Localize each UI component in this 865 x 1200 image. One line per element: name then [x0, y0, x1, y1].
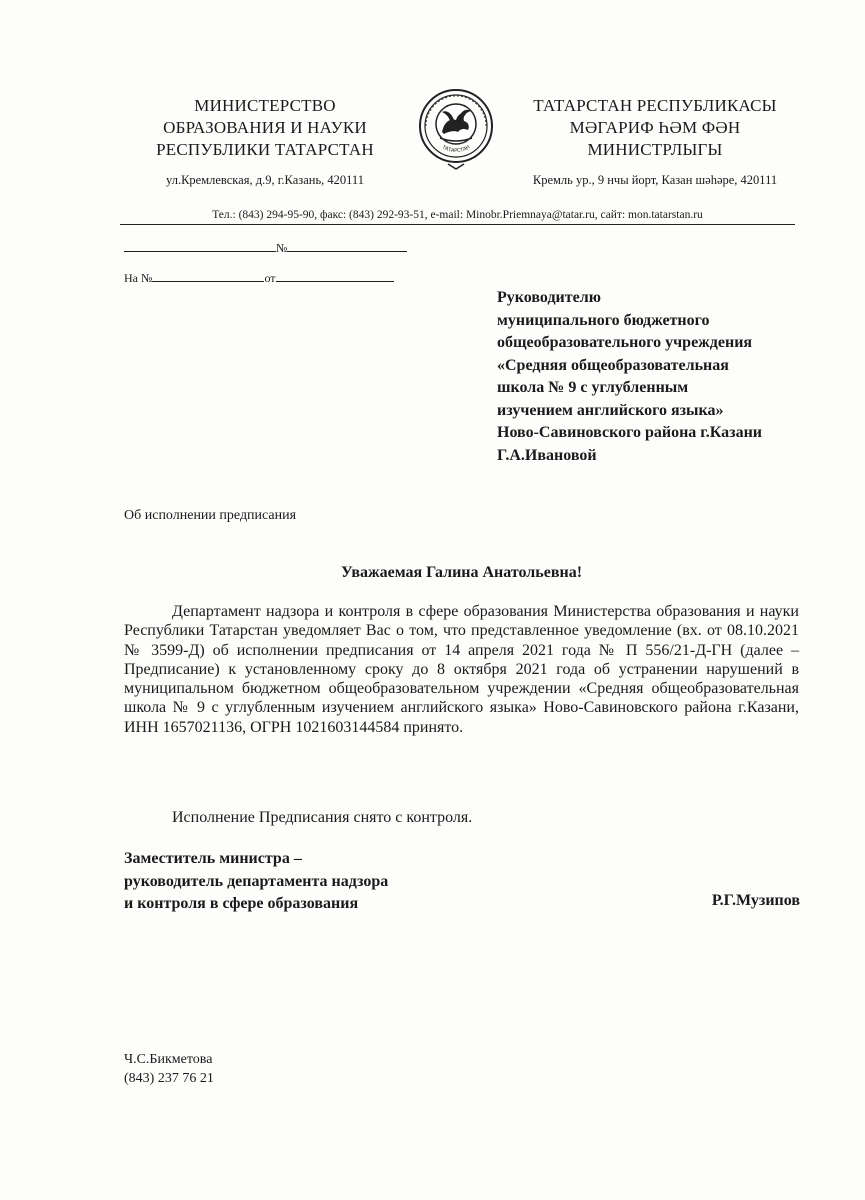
- emblem-text: ТАТАРСТАН: [440, 144, 472, 155]
- signatory-title-line: руководитель департамента надзора: [124, 872, 389, 890]
- recipient-line: школа № 9 с углубленным: [497, 379, 689, 396]
- signatory-title-line: Заместитель министра –: [124, 850, 302, 867]
- ministry-name-line: ТАТАРСТАН РЕСПУБЛИКАСЫ: [533, 96, 777, 115]
- body-paragraph: Департамент надзора и контроля в сфере образования Министерства образования и науки Республики Татарстан уведомляет Вас о том, что представленное уведомление (вх. от 08.10.2021 № 3599-Д) об исполнении предписания от 14 апреля 2021 года № П 556/21-Д-ГН (далее – Предписание) к установленному сроку до 8 октября 2021 года об устранении нарушений в муниципальном бюджетном общеобразовательном учреждении «Средняя общеобразовательная школа № 9 с углубленным изучением английского языка» Ново-Савиновского района г.Казани, ИНН 1657021136, ОГРН 1021603144584 принято.: [124, 603, 799, 736]
- ministry-name-line: ОБРАЗОВАНИЯ И НАУКИ: [163, 118, 367, 137]
- greeting: Уважаемая Галина Анатольевна!: [340, 564, 583, 581]
- address-tatar: Кремль ур., 9 нчы йорт, Казан шәһәре, 420111: [532, 173, 778, 187]
- recipient-block: [497, 287, 837, 467]
- body-paragraph: Исполнение Предписания снято с контроля.: [172, 809, 473, 826]
- recipient-line: муниципального бюджетного: [497, 311, 710, 329]
- executor-name: Ч.С.Бикметова: [124, 1052, 213, 1067]
- signatory-title-line: и контроля в сфере образования: [124, 895, 359, 912]
- address-russian: ул.Кремлевская, д.9, г.Казань, 420111: [166, 173, 364, 187]
- contact-line: Тел.: (843) 294-95-90, факс: (843) 292-93-51, e-mail: Minobr.Priemnaya@tatar.ru, сайт: mon.tatarstan.ru: [212, 209, 703, 221]
- reference-from: от: [264, 271, 276, 285]
- tatarstan-emblem-icon: [418, 88, 494, 170]
- svg-text:ТАТАРСТАН: [440, 144, 471, 154]
- reference-number-line: [124, 270, 394, 286]
- recipient-line: изучением английского языка»: [497, 401, 724, 419]
- recipient-line: Г.А.Ивановой: [497, 446, 597, 464]
- recipient-line: Ново-Савиновского района г.Казани: [497, 424, 763, 441]
- letter-subject: Об исполнении предписания: [124, 508, 297, 523]
- ministry-name-line: МӘГАРИФ ҺӘМ ФӘН: [569, 118, 741, 137]
- signatory-title: [124, 848, 388, 916]
- ministry-name-line: МИНИСТЕРСТВО: [194, 96, 336, 115]
- ministry-name-line: РЕСПУБЛИКИ ТАТАРСТАН: [156, 140, 374, 159]
- recipient-line: «Средняя общеобразовательная: [497, 356, 729, 374]
- header-divider: [120, 224, 795, 225]
- ministry-name-line: МИНИСТРЛЫГЫ: [587, 140, 723, 159]
- recipient-line: общеобразовательного учреждения: [497, 334, 753, 351]
- recipient-line: Руководителю: [497, 289, 601, 306]
- signatory-name: Р.Г.Музипов: [711, 892, 800, 909]
- executor-block: [124, 1050, 214, 1088]
- ministry-name-russian: [120, 95, 410, 161]
- number-blank: [287, 240, 407, 252]
- number-sign: №: [276, 241, 288, 255]
- date-blank: [124, 240, 276, 252]
- ministry-name-tatar: [505, 95, 805, 161]
- executor-phone: (843) 237 76 21: [124, 1071, 214, 1086]
- outgoing-number-line: [124, 240, 407, 256]
- reference-number-blank: [152, 270, 264, 282]
- reference-prefix: На №: [124, 271, 153, 285]
- reference-date-blank: [276, 270, 394, 282]
